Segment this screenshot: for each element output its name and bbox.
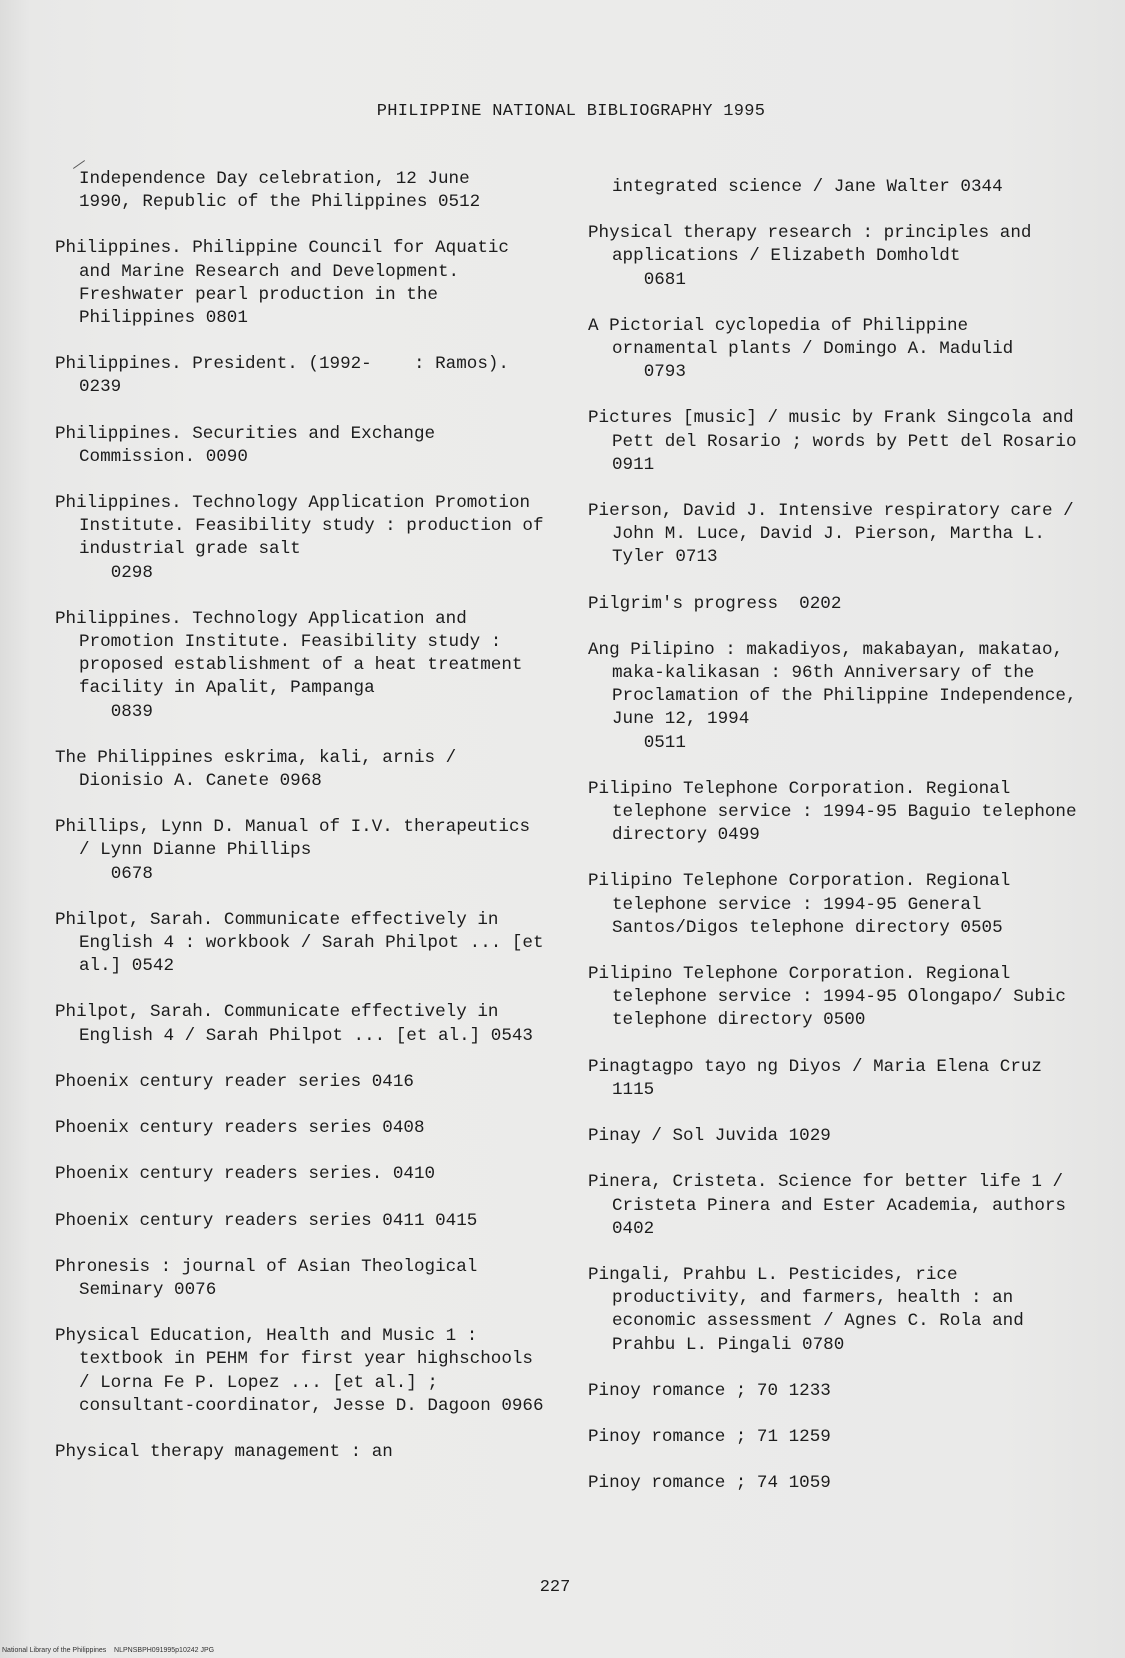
entry: Phoenix century readers series 0408 [55,1118,425,1139]
right-column [588,176,1088,1518]
entry: Pilipino Telephone Corporation. Regional telephone service : 1994-95 General Santos/Digos telephone directory 0505 [588,871,1021,938]
page-header: PHILIPPINE NATIONAL BIBLIOGRAPHY 1995 [376,102,766,121]
entry: Pingali, Prahbu L. Pesticides, rice productivity, and farmers, health : an economic assessment / Agnes C. Rola and Prahbu L. Pingali 0780 [588,1264,1035,1355]
entry: Philpot, Sarah. Communicate effectively in English 4 : workbook / Sarah Philpot ... [et al.] 0542 [55,909,555,977]
entry: Physical therapy management : an [55,1441,393,1462]
scan-footer: National Library of the Philippines NLPNSBPH091995p10242 JPG [2,1647,215,1654]
entry: Physical therapy research : principles and applications / Elizabeth Domholdt 0681 [588,223,1032,290]
entry: Ang Pilipino : makadiyos, makabayan, makatao, maka-kalikasan : 96th Anniversary of the Proclamation of the Philippine Independence, June 12, 1994 0511 [588,639,1077,753]
entry: The Philippines eskrima, kali, arnis / Dionisio A. Canete 0968 [55,747,467,792]
entry: Phronesis : journal of Asian Theological Seminary 0076 [55,1256,488,1300]
entry: Philippines. Technology Application and Promotion Institute. Feasibility study : proposed establishment of a heat treatment facility in Apalit, Pampanga 0839 [55,608,523,722]
entry: Philippines. Philippine Council for Aquatic and Marine Research and Development. Freshwater pearl production in the Philippines 0801 [55,238,520,329]
entry: Pinera, Cristeta. Science for better life 1 / Cristeta Pinera and Ester Academia, authors 0402 [588,1172,1077,1239]
page-number: 227 [539,1578,571,1597]
entry: Pictures [music] / music by Frank Singcola and Pett del Rosario ; words by Pett del Rosario 0911 [588,408,1088,475]
entry: Philippines. President. (1992- : Ramos). 0239 [55,354,520,398]
entry: Phoenix century readers series. 0410 [55,1164,436,1185]
entry: Pinoy romance ; 74 1059 [588,1473,831,1494]
entry: Pilipino Telephone Corporation. Regional telephone service : 1994-95 Baguio telephone directory 0499 [588,778,1088,846]
entry: Philpot, Sarah. Communicate effectively in English 4 / Sarah Philpot ... [et al.] 0543 [55,1002,533,1046]
entry: Physical Education, Health and Music 1 : textbook in PEHM for first year highschools / Lorna Fe P. Lopez ... [et al.] ; consultant-coordinator, Jesse D. Dagoon 0966 [55,1326,544,1416]
entry: Philippines. Technology Application Promotion Institute. Feasibility study : production of industrial grade salt 0298 [55,493,544,583]
entry: A Pictorial cyclopedia of Philippine ornamental plants / Domingo A. Madulid 0793 [588,315,1014,383]
entry: Pinay / Sol Juvida 1029 [588,1126,831,1147]
entry: Pierson, David J. Intensive respiratory care / John M. Luce, David J. Pierson, Martha L. Tyler 0713 [588,501,1085,568]
left-column [55,168,555,1487]
entry: Philippines. Securities and Exchange Commission. 0090 [55,423,446,467]
entry: Phoenix century reader series 0416 [55,1071,414,1092]
entry: Pinoy romance ; 71 1259 [588,1426,831,1447]
entry: Pinoy romance ; 70 1233 [588,1380,831,1401]
entry: Phillips, Lynn D. Manual of I.V. therapeutics / Lynn Dianne Phillips 0678 [55,817,531,884]
entry: Phoenix century readers series 0411 0415 [55,1210,478,1231]
entry: Pilgrim's progress 0202 [588,593,842,614]
entry: Pilipino Telephone Corporation. Regional telephone service : 1994-95 Olongapo/ Subic telephone directory 0500 [588,964,1077,1031]
entry: integrated science / Jane Walter 0344 [612,177,1003,197]
entry: Independence Day celebration, 12 June 1990, Republic of the Philippines 0512 [79,169,481,213]
entry: Pinagtagpo tayo ng Diyos / Maria Elena Cruz 1115 [588,1056,1053,1100]
